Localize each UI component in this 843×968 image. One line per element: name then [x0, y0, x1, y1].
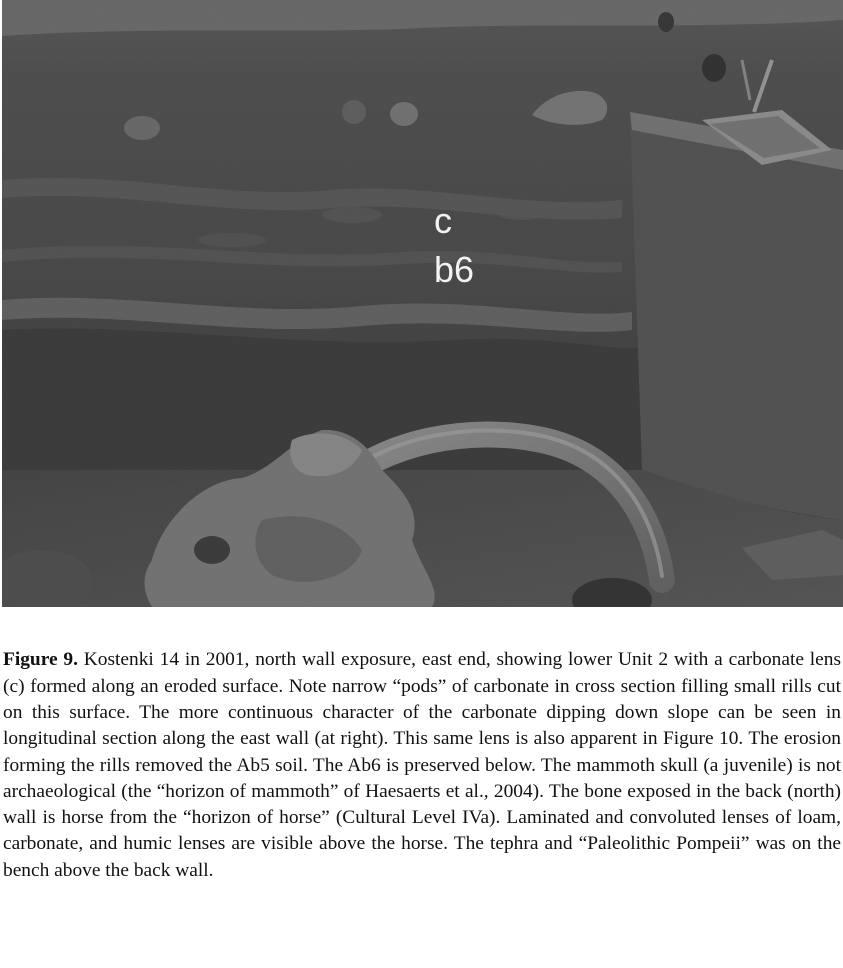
figure-caption [3, 647, 841, 884]
figure-caption-text: Kostenki 14 in 2001, north wall exposure, east end, showing lower Unit 2 with a carbonate lens (c) formed along an eroded surface. Note narrow “pods” of carbonate in cross section filling small rills cut on this surface. The more continuous character of the carbonate dipping down slope can be seen in longitudinal section along the east wall (at right). This same lens is also apparent in Figure 10. The erosion forming the rills removed the Ab5 soil. The Ab6 is preserved below. The mammoth skull (a juvenile) is not archaeological (the “horizon of mammoth” of Haesaerts et al., 2004). The bone exposed in the back (north) wall is horse from the “horizon of horse” (Cultural Level IVa). Laminated and convoluted lenses of loam, carbonate, and humic lenses are visible above the horse. The tephra and “Paleolithic Pompeii” was on the bench above the back wall. [3, 649, 842, 881]
photo-grain [2, 0, 843, 607]
label-soil-horizon: b6 [434, 249, 475, 290]
figure-number: Figure 9. [3, 649, 78, 671]
label-carbonate-lens: c [434, 200, 452, 241]
excavation-photo-drawing [2, 0, 843, 607]
excavation-photo [2, 0, 843, 607]
